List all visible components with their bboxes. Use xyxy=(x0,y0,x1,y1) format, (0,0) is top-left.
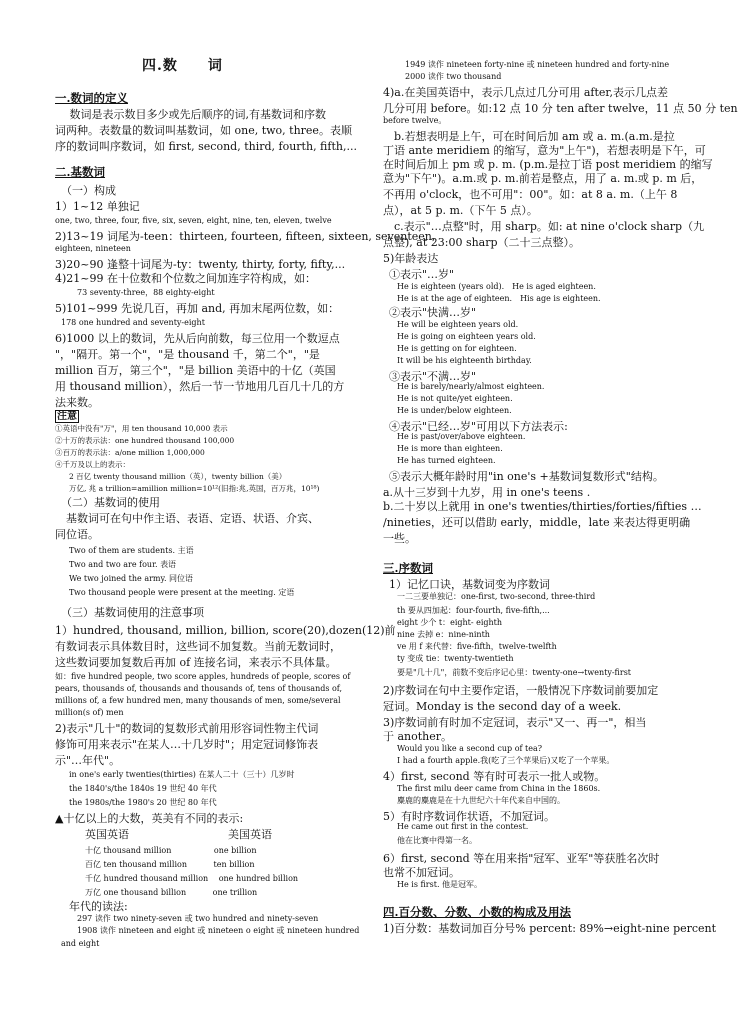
left-line: 英国英语 美国英语 xyxy=(85,828,272,841)
left-line: the 1840's/the 1840s 19 世纪 40 年代 xyxy=(69,784,217,793)
left-line: 73 seventy-three，88 eighty-eight xyxy=(77,288,215,297)
right-line: 冠词。Monday is the second day of a week. xyxy=(383,700,622,713)
left-line: （二）基数词的使用 xyxy=(61,496,160,509)
right-line: 1）记忆口诀，基数词变为序数词 xyxy=(389,578,550,591)
right-line: He came out first in the contest. xyxy=(397,822,529,831)
left-line: 年代的读法: xyxy=(69,900,128,913)
left-line: 297 读作 two ninety-seven 或 two hundred and ninety-seven xyxy=(77,914,319,923)
left-line: 6)1000 以上的数词，先从后向前数，每三位用一个数逗点 xyxy=(55,332,340,345)
right-line: 6）first, second 等在用来指"冠军、亚军"等获胜名次时 xyxy=(383,852,660,865)
left-line: 如：five hundred people, two score apples, hundreds of people, scores of xyxy=(55,672,351,681)
right-line: 点），at 5 p. m.（下午 5 点）。 xyxy=(383,204,538,217)
right-line: 点整), at 23:00 sharp（二十三点整）。 xyxy=(383,236,581,249)
left-line: 3)20~90 逢整十词尾为-ty：twenty, thirty, forty, fifty,... xyxy=(55,258,346,271)
left-line: 这些数词要加复数后再加 of 连接名词，来表示不具体量。 xyxy=(55,656,337,669)
left-line: 1）1~12 单独记 xyxy=(55,200,140,213)
right-line: 3)序数词前有时加不定冠词，表示"又一、再一"，相当 xyxy=(383,716,647,729)
left-line: 1908 读作 nineteen and eight 或 nineteen o eight 或 nineteen hundred xyxy=(77,926,360,935)
right-line: eight 少个 t：eight- eighth xyxy=(397,618,503,627)
left-line: the 1980s/the 1980's 20 世纪 80 年代 xyxy=(69,798,217,807)
left-line: 二.基数词 xyxy=(55,165,106,179)
right-line: 也常不加冠词。 xyxy=(383,866,460,879)
right-line: Would you like a second cup of tea? xyxy=(397,744,543,753)
left-line: millions of, a few hundred men, many thousands of men, some/several xyxy=(55,696,341,705)
left-line: 万亿, 兆 a trillion=amillion million=10¹²(旧指:兆,英国，百万兆，10¹⁸) xyxy=(69,484,320,493)
left-line: （一）构成 xyxy=(61,184,116,197)
left-line: Two thousand people were present at the meeting. 定语 xyxy=(69,588,295,597)
left-line: 注意 xyxy=(57,411,77,422)
right-line: 1949 读作 nineteen forty-nine 或 nineteen hundred and forty-nine xyxy=(405,60,670,69)
right-line: 4）first, second 等有时可表示一批人或物。 xyxy=(383,770,606,783)
left-line: We two joined the army. 同位语 xyxy=(69,574,194,583)
right-line: He is first. 他是冠军。 xyxy=(397,880,483,889)
document-title: 四.数 词 xyxy=(142,58,223,74)
left-line: 词两种。表数量的数词叫基数词，如 one, two, three。表顺 xyxy=(55,124,352,137)
left-line: eighteen, nineteen xyxy=(55,244,131,253)
right-line: He has turned eighteen. xyxy=(397,456,496,465)
left-line: 5)101~999 先说几百，再加 and, 再加末尾两位数，如： xyxy=(55,302,340,315)
left-line: million(s of) men xyxy=(55,708,124,717)
right-line: 四.百分数、分数、小数的构成及用法 xyxy=(383,905,572,919)
left-line: 178 one hundred and seventy-eight xyxy=(61,318,205,327)
left-line: （三）基数词使用的注意事项 xyxy=(61,606,204,619)
left-line: 2)表示"几十"的数词的复数形式前用形容词性物主代词 xyxy=(55,722,319,735)
right-line: ty 变成 tie：twenty-twentieth xyxy=(397,654,514,663)
right-line: He is under/below eighteen. xyxy=(397,406,512,415)
left-line: Two of them are students. 主语 xyxy=(69,546,194,555)
right-line: He is eighteen (years old). He is aged eighteen. xyxy=(397,282,596,291)
left-line: ③百万的表示法：a/one million 1,000,000 xyxy=(55,448,205,457)
left-line: 2)13~19 词尾为-teen：thirteen, fourteen, fifteen, sixteen, seventeen, xyxy=(55,230,436,243)
left-line: 一.数词的定义 xyxy=(55,91,129,105)
right-line: He is not quite/yet eighteen. xyxy=(397,394,513,403)
right-line: He is getting on for eighteen. xyxy=(397,344,517,353)
right-line: He is past/over/above eighteen. xyxy=(397,432,526,441)
left-line: one, two, three, four, five, six, seven, eight, nine, ten, eleven, twelve xyxy=(55,216,332,225)
right-line: He is going on eighteen years old. xyxy=(397,332,536,341)
left-line: 修饰可用来表示"在某人…十几岁时"；用定冠词修饰表 xyxy=(55,738,319,751)
left-line: "，"隔开。第一个"，"是 thousand 千，第二个"，"是 xyxy=(55,348,320,361)
right-line: /nineties，还可以借助 early，middle，late 来表达得更明确 xyxy=(383,516,691,529)
right-line: 2)序数词在句中主要作定语，一般情况下序数词前要加定 xyxy=(383,684,659,697)
right-line: ve 用 f 来代替：five-fifth，twelve-twelfth xyxy=(397,642,557,651)
left-line: 序的数词叫序数词，如 first, second, third, fourth, fifth,... xyxy=(55,140,357,153)
right-line: 5)年龄表达 xyxy=(383,252,439,265)
left-line: 法来数。 xyxy=(55,396,99,409)
right-line: 于 another。 xyxy=(383,730,453,743)
left-line: 用 thousand million），然后一节一节地用几百几十几的方 xyxy=(55,380,345,393)
right-line: a.从十三岁到十九岁，用 in one's teens . xyxy=(383,486,591,499)
right-line: ①表示"…岁" xyxy=(389,268,455,281)
left-line: million 百万，第三个"，"是 billion 美语中的十亿（英国 xyxy=(55,364,336,377)
right-line: c.表示"…点整"时，用 sharp。如: at nine o'clock sharp（九 xyxy=(383,220,705,233)
right-line: nine 去掉 e：nine-ninth xyxy=(397,630,490,639)
right-line: 他在比赛中得第一名。 xyxy=(397,836,477,845)
right-line: He will be eighteen years old. xyxy=(397,320,519,329)
right-line: 要是"几十几"，前数不变后序记心里：twenty-one→twenty-first xyxy=(397,668,632,677)
right-line: 1)百分数：基数词加百分号% percent: 89%→eight-nine percent xyxy=(383,922,717,935)
right-line: 三.序数词 xyxy=(383,561,434,575)
left-line: ②十万的表示法：one hundred thousand 100,000 xyxy=(55,436,235,445)
left-line: 同位语。 xyxy=(55,528,99,541)
left-line: ▲十亿以上的大数，英美有不同的表示: xyxy=(55,812,244,825)
left-line: 百亿 ten thousand million ten billion xyxy=(85,860,255,869)
right-line: He is more than eighteen. xyxy=(397,444,503,453)
right-line: b.二十岁以上就用 in one's twenties/thirties/forties/fifties … xyxy=(383,500,702,513)
right-line: ②表示"快满…岁" xyxy=(389,306,477,319)
right-line: ④表示"已经…岁"可用以下方法表示: xyxy=(389,420,568,433)
right-line: 麋鹿的麋鹿是在十九世纪六十年代来自中国的。 xyxy=(397,796,565,805)
left-line: pears, thousands of, thousands and thousands of, tens of thousands of, xyxy=(55,684,343,693)
left-line: 万亿 one thousand billion one trillion xyxy=(85,888,258,897)
left-line: 1）hundred, thousand, million, billion, score(20),dozen(12)前 xyxy=(55,624,396,637)
right-line: 一二三要单独记：one-first, two-second, three-third xyxy=(397,592,596,601)
left-line: in one's early twenties(thirties) 在某人二十（三十）几岁时 xyxy=(69,770,295,779)
right-line: The first milu deer came from China in the 1860s. xyxy=(397,784,601,793)
left-line: 基数词可在句中作主语、表语、定语、状语、介宾、 xyxy=(55,512,319,525)
left-line: 有数词表示具体数目时，这些词不加复数。当前无数词时， xyxy=(55,640,341,653)
left-line: Two and two are four. 表语 xyxy=(69,560,177,569)
right-line: 意为"下午")。a.m.或 p. m.前若是整点，用了 a. m.或 p. m 后， xyxy=(383,172,703,185)
right-line: before twelve。 xyxy=(383,116,447,125)
left-line: 数词是表示数目多少或先后顺序的词,有基数词和序数 xyxy=(55,108,326,121)
right-line: 一些。 xyxy=(383,532,416,545)
right-line: I had a fourth apple.我(吃了三个苹果后)又吃了一个苹果。 xyxy=(397,756,615,765)
right-line: 几分可用 before。如:12 点 10 分 ten after twelve，11 点 50 分 ten xyxy=(383,102,738,115)
right-line: It will be his eighteenth birthday. xyxy=(397,356,532,365)
right-line: 2000 读作 two thousand xyxy=(405,72,502,81)
right-line: 5）有时序数词作状语，不加冠词。 xyxy=(383,810,555,823)
right-line: 4)a.在美国英语中，表示几点过几分可用 after,表示几点差 xyxy=(383,86,668,99)
left-line: 示"…年代"。 xyxy=(55,754,121,767)
right-line: He is at the age of eighteen. His age is eighteen. xyxy=(397,294,601,303)
left-line: 2 百亿 twenty thousand million（英），twenty billion（美） xyxy=(69,472,287,481)
left-line: 4)21~99 在十位数和个位数之间加连字符构成，如： xyxy=(55,272,316,285)
right-line: 在时间后加上 pm 或 p. m. (p.m.是拉丁语 post meridiem 的缩写 xyxy=(383,158,713,171)
left-line: ④千万及以上的表示： xyxy=(55,460,130,469)
left-line: 千亿 hundred thousand million one hundred billion xyxy=(85,874,299,883)
right-line: ⑤表示大概年龄时用"in one's +基数词复数形式"结构。 xyxy=(389,470,664,483)
right-line: 丁语 ante meridiem 的缩写，意为"上午")，若想表明是下午，可 xyxy=(383,144,706,157)
left-line: and eight xyxy=(61,939,100,948)
right-line: b.若想表明是上午，可在时间后加 am 或 a. m.(a.m.是拉 xyxy=(383,130,675,143)
left-line: 十亿 thousand million one billion xyxy=(85,846,257,855)
right-line: 不再用 o'clock，也不可用"：00"。如：at 8 a. m.（上午 8 xyxy=(383,188,678,201)
right-line: ③表示"不满…岁" xyxy=(389,370,477,383)
left-line: ①英语中没有"万"，用 ten thousand 10,000 表示 xyxy=(55,424,228,433)
right-line: He is barely/nearly/almost eighteen. xyxy=(397,382,545,391)
right-line: th 要从四加起：four-fourth, five-fifth,... xyxy=(397,606,550,615)
